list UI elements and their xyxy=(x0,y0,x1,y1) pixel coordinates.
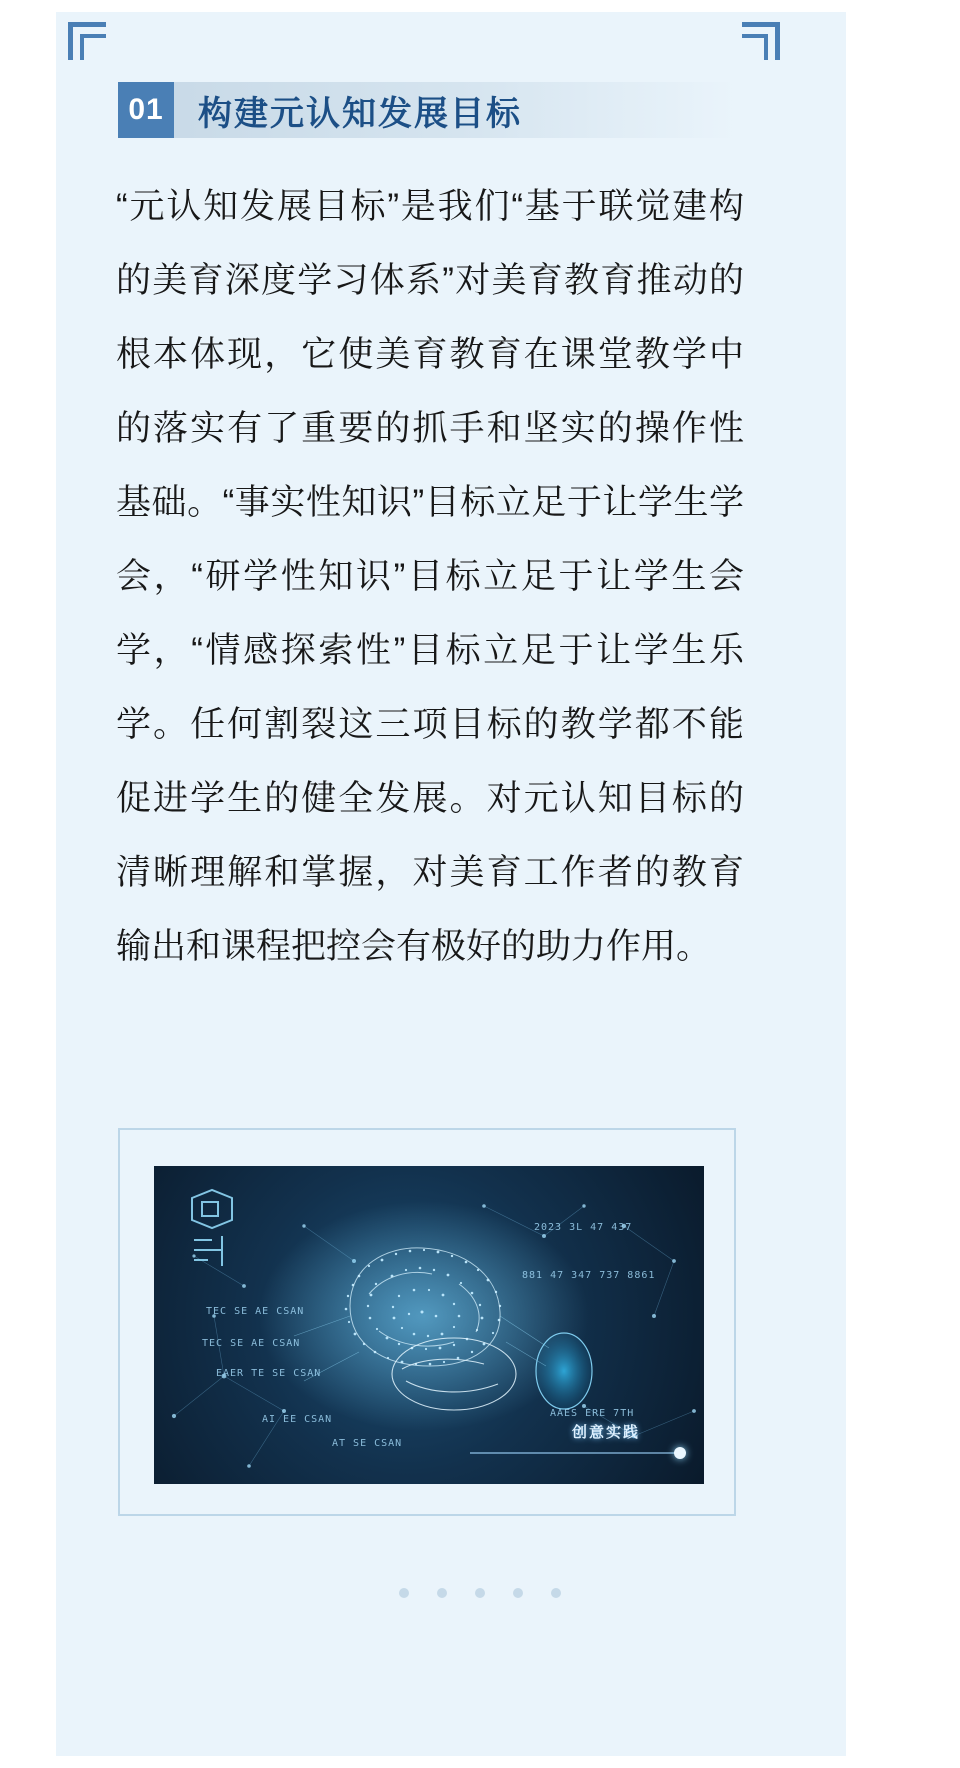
figure-caption: 创意实践 xyxy=(571,1424,640,1441)
footer-dot xyxy=(399,1588,409,1598)
figure-logo-icon xyxy=(178,1188,242,1272)
body-paragraph: “元认知发展目标”是我们“基于联觉建构的美育深度学习体系”对美育教育推动的根本体现，它使美育教育在课堂教学中的落实有了重要的抓手和坚实的操作性基础。“事实性知识”目标立足于让学生学会，“研学性知识”目标立足于让学生会学，“情感探索性”目标立足于让学生乐学。任何割裂这三项目标的教学都不能促进学生的健全发展。对元认知目标的清晰理解和掌握，对美育工作者的教育输出和课程把控会有极好的助力作用。 xyxy=(116,187,744,966)
figure-progress-slider[interactable] xyxy=(470,1452,680,1454)
corner-ornament-top-left xyxy=(68,22,106,60)
figure-code-8: AAES ERE 7TH xyxy=(550,1408,635,1419)
figure-code-4: AI EE CSAN xyxy=(262,1414,333,1425)
figure-code-3: EAER TE SE CSAN xyxy=(216,1368,322,1379)
figure-code-2: TEC SE AE CSAN xyxy=(202,1338,301,1349)
footer-dot xyxy=(513,1588,523,1598)
footer-dot xyxy=(475,1588,485,1598)
figure-code-6: 2023 3L 47 437 xyxy=(534,1222,633,1233)
footer-dots xyxy=(0,1588,960,1598)
footer-dot xyxy=(437,1588,447,1598)
footer-dot xyxy=(551,1588,561,1598)
section-number-badge: 01 xyxy=(118,82,174,138)
figure-frame xyxy=(118,1128,736,1516)
corner-ornament-top-right xyxy=(742,22,780,60)
slider-knob[interactable] xyxy=(674,1447,686,1459)
figure-code-5: AT SE CSAN xyxy=(332,1438,403,1449)
figure-code-1: TEC SE AE CSAN xyxy=(206,1306,305,1317)
figure-code-7: 881 47 347 737 8861 xyxy=(522,1270,656,1281)
figure-image xyxy=(154,1166,704,1484)
section-title: 构建元认知发展目标 xyxy=(198,94,522,133)
section-header xyxy=(118,82,738,138)
